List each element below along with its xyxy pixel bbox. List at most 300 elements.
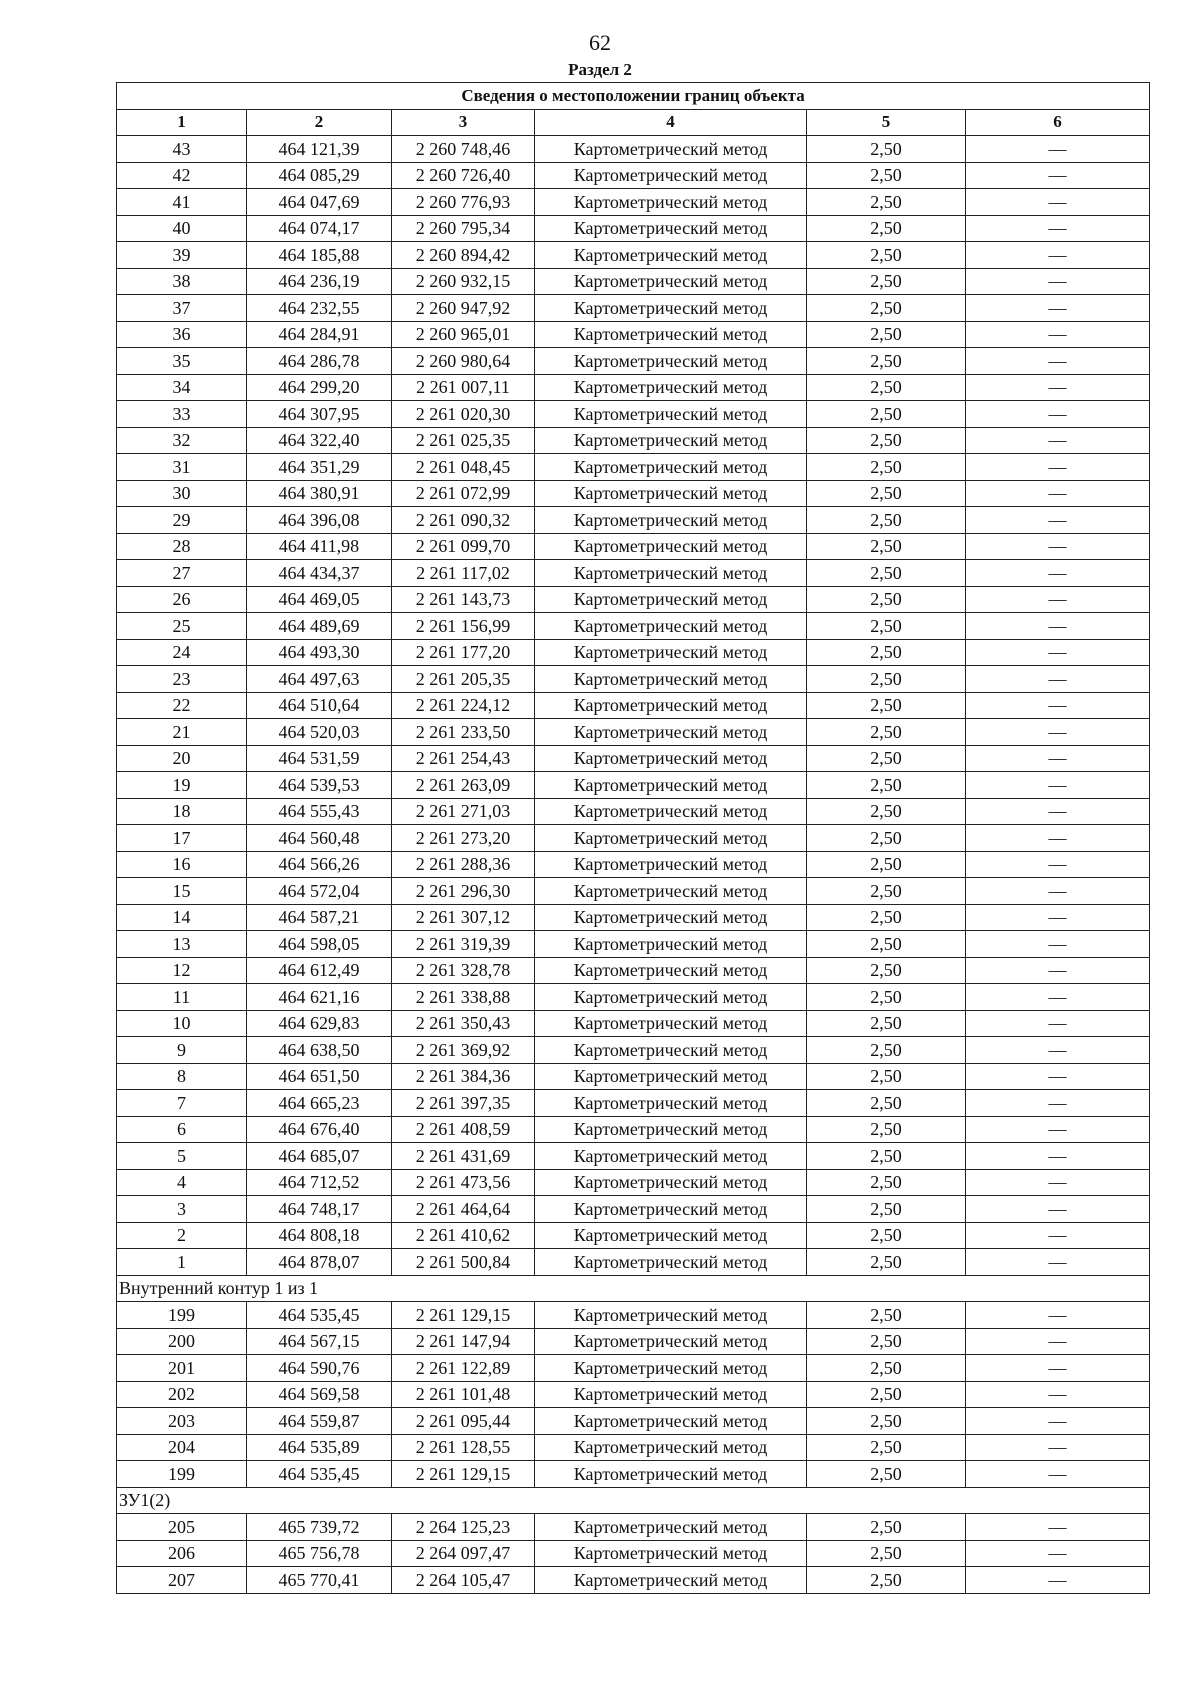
table-caption-row xyxy=(117,83,1150,110)
table-row xyxy=(117,1408,1150,1435)
table-row xyxy=(117,1355,1150,1382)
description-cell: — xyxy=(966,454,1150,481)
point-number-cell: 18 xyxy=(117,798,247,825)
method-cell: Картометрический метод xyxy=(535,586,807,613)
table-row xyxy=(117,1249,1150,1276)
description-cell: — xyxy=(966,533,1150,560)
method-cell: Картометрический метод xyxy=(535,401,807,428)
description-cell: — xyxy=(966,586,1150,613)
x-coordinate-cell: 464 236,19 xyxy=(247,268,392,295)
contour-label: Внутренний контур 1 из 1 xyxy=(117,1275,1150,1302)
contour-label: ЗУ1(2) xyxy=(117,1487,1150,1514)
x-coordinate-cell: 464 555,43 xyxy=(247,798,392,825)
table-row xyxy=(117,984,1150,1011)
point-number-cell: 43 xyxy=(117,136,247,163)
table-row xyxy=(117,1381,1150,1408)
table-row xyxy=(117,189,1150,216)
point-number-cell: 28 xyxy=(117,533,247,560)
table-row xyxy=(117,1302,1150,1329)
accuracy-cell: 2,50 xyxy=(807,1037,966,1064)
x-coordinate-cell: 464 651,50 xyxy=(247,1063,392,1090)
accuracy-cell: 2,50 xyxy=(807,825,966,852)
table-caption: Сведения о местоположении границ объекта xyxy=(117,83,1150,110)
x-coordinate-cell: 464 121,39 xyxy=(247,136,392,163)
point-number-cell: 3 xyxy=(117,1196,247,1223)
y-coordinate-cell: 2 261 007,11 xyxy=(392,374,535,401)
table-row xyxy=(117,825,1150,852)
y-coordinate-cell: 2 261 271,03 xyxy=(392,798,535,825)
description-cell: — xyxy=(966,878,1150,905)
x-coordinate-cell: 464 489,69 xyxy=(247,613,392,640)
boundary-coordinates-table xyxy=(116,82,1150,1594)
description-cell: — xyxy=(966,189,1150,216)
x-coordinate-cell: 465 770,41 xyxy=(247,1567,392,1594)
y-coordinate-cell: 2 261 147,94 xyxy=(392,1328,535,1355)
method-cell: Картометрический метод xyxy=(535,772,807,799)
description-cell: — xyxy=(966,1514,1150,1541)
y-coordinate-cell: 2 261 408,59 xyxy=(392,1116,535,1143)
accuracy-cell: 2,50 xyxy=(807,560,966,587)
method-cell: Картометрический метод xyxy=(535,1063,807,1090)
accuracy-cell: 2,50 xyxy=(807,295,966,322)
table-row xyxy=(117,1328,1150,1355)
x-coordinate-cell: 464 590,76 xyxy=(247,1355,392,1382)
table-row xyxy=(117,401,1150,428)
table-row xyxy=(117,878,1150,905)
description-cell: — xyxy=(966,825,1150,852)
table-row xyxy=(117,1037,1150,1064)
description-cell: — xyxy=(966,1116,1150,1143)
point-number-cell: 11 xyxy=(117,984,247,1011)
point-number-cell: 19 xyxy=(117,772,247,799)
method-cell: Картометрический метод xyxy=(535,427,807,454)
y-coordinate-cell: 2 261 500,84 xyxy=(392,1249,535,1276)
x-coordinate-cell: 464 286,78 xyxy=(247,348,392,375)
table-row xyxy=(117,1567,1150,1594)
description-cell: — xyxy=(966,295,1150,322)
y-coordinate-cell: 2 261 095,44 xyxy=(392,1408,535,1435)
point-number-cell: 35 xyxy=(117,348,247,375)
point-number-cell: 200 xyxy=(117,1328,247,1355)
method-cell: Картометрический метод xyxy=(535,639,807,666)
description-cell: — xyxy=(966,374,1150,401)
description-cell: — xyxy=(966,560,1150,587)
x-coordinate-cell: 464 493,30 xyxy=(247,639,392,666)
x-coordinate-cell: 464 047,69 xyxy=(247,189,392,216)
y-coordinate-cell: 2 260 748,46 xyxy=(392,136,535,163)
y-coordinate-cell: 2 261 410,62 xyxy=(392,1222,535,1249)
x-coordinate-cell: 464 497,63 xyxy=(247,666,392,693)
method-cell: Картометрический метод xyxy=(535,1381,807,1408)
method-cell: Картометрический метод xyxy=(535,1302,807,1329)
description-cell: — xyxy=(966,1355,1150,1382)
accuracy-cell: 2,50 xyxy=(807,904,966,931)
description-cell: — xyxy=(966,480,1150,507)
x-coordinate-cell: 464 469,05 xyxy=(247,586,392,613)
table-row xyxy=(117,639,1150,666)
method-cell: Картометрический метод xyxy=(535,1090,807,1117)
x-coordinate-cell: 464 569,58 xyxy=(247,1381,392,1408)
y-coordinate-cell: 2 260 776,93 xyxy=(392,189,535,216)
accuracy-cell: 2,50 xyxy=(807,1169,966,1196)
accuracy-cell: 2,50 xyxy=(807,1196,966,1223)
table-row xyxy=(117,215,1150,242)
table-row xyxy=(117,136,1150,163)
table-row xyxy=(117,268,1150,295)
point-number-cell: 2 xyxy=(117,1222,247,1249)
accuracy-cell: 2,50 xyxy=(807,1434,966,1461)
y-coordinate-cell: 2 261 254,43 xyxy=(392,745,535,772)
x-coordinate-cell: 464 411,98 xyxy=(247,533,392,560)
table-row xyxy=(117,613,1150,640)
point-number-cell: 34 xyxy=(117,374,247,401)
y-coordinate-cell: 2 261 099,70 xyxy=(392,533,535,560)
x-coordinate-cell: 464 351,29 xyxy=(247,454,392,481)
accuracy-cell: 2,50 xyxy=(807,1381,966,1408)
method-cell: Картометрический метод xyxy=(535,454,807,481)
method-cell: Картометрический метод xyxy=(535,162,807,189)
accuracy-cell: 2,50 xyxy=(807,1408,966,1435)
point-number-cell: 5 xyxy=(117,1143,247,1170)
table-row xyxy=(117,586,1150,613)
description-cell: — xyxy=(966,1381,1150,1408)
accuracy-cell: 2,50 xyxy=(807,374,966,401)
y-coordinate-cell: 2 264 125,23 xyxy=(392,1514,535,1541)
accuracy-cell: 2,50 xyxy=(807,639,966,666)
point-number-cell: 1 xyxy=(117,1249,247,1276)
accuracy-cell: 2,50 xyxy=(807,1567,966,1594)
accuracy-cell: 2,50 xyxy=(807,613,966,640)
method-cell: Картометрический метод xyxy=(535,348,807,375)
x-coordinate-cell: 464 085,29 xyxy=(247,162,392,189)
description-cell: — xyxy=(966,1461,1150,1488)
method-cell: Картометрический метод xyxy=(535,1567,807,1594)
point-number-cell: 206 xyxy=(117,1540,247,1567)
point-number-cell: 204 xyxy=(117,1434,247,1461)
description-cell: — xyxy=(966,162,1150,189)
table-row xyxy=(117,162,1150,189)
point-number-cell: 17 xyxy=(117,825,247,852)
accuracy-cell: 2,50 xyxy=(807,162,966,189)
y-coordinate-cell: 2 261 397,35 xyxy=(392,1090,535,1117)
x-coordinate-cell: 464 878,07 xyxy=(247,1249,392,1276)
accuracy-cell: 2,50 xyxy=(807,268,966,295)
table-row xyxy=(117,798,1150,825)
accuracy-cell: 2,50 xyxy=(807,931,966,958)
description-cell: — xyxy=(966,931,1150,958)
accuracy-cell: 2,50 xyxy=(807,242,966,269)
point-number-cell: 207 xyxy=(117,1567,247,1594)
contour-label-row xyxy=(117,1487,1150,1514)
x-coordinate-cell: 465 739,72 xyxy=(247,1514,392,1541)
method-cell: Картометрический метод xyxy=(535,666,807,693)
description-cell: — xyxy=(966,1196,1150,1223)
method-cell: Картометрический метод xyxy=(535,904,807,931)
point-number-cell: 24 xyxy=(117,639,247,666)
table-row xyxy=(117,1540,1150,1567)
table-body xyxy=(117,136,1150,1594)
point-number-cell: 16 xyxy=(117,851,247,878)
table-row xyxy=(117,1010,1150,1037)
accuracy-cell: 2,50 xyxy=(807,136,966,163)
table-row xyxy=(117,321,1150,348)
point-number-cell: 29 xyxy=(117,507,247,534)
method-cell: Картометрический метод xyxy=(535,957,807,984)
point-number-cell: 199 xyxy=(117,1461,247,1488)
y-coordinate-cell: 2 261 129,15 xyxy=(392,1461,535,1488)
y-coordinate-cell: 2 260 894,42 xyxy=(392,242,535,269)
x-coordinate-cell: 464 322,40 xyxy=(247,427,392,454)
x-coordinate-cell: 464 535,89 xyxy=(247,1434,392,1461)
y-coordinate-cell: 2 260 947,92 xyxy=(392,295,535,322)
description-cell: — xyxy=(966,507,1150,534)
method-cell: Картометрический метод xyxy=(535,798,807,825)
y-coordinate-cell: 2 261 205,35 xyxy=(392,666,535,693)
description-cell: — xyxy=(966,613,1150,640)
x-coordinate-cell: 464 685,07 xyxy=(247,1143,392,1170)
accuracy-cell: 2,50 xyxy=(807,851,966,878)
point-number-cell: 6 xyxy=(117,1116,247,1143)
accuracy-cell: 2,50 xyxy=(807,1116,966,1143)
accuracy-cell: 2,50 xyxy=(807,719,966,746)
table-row xyxy=(117,1169,1150,1196)
accuracy-cell: 2,50 xyxy=(807,957,966,984)
description-cell: — xyxy=(966,136,1150,163)
y-coordinate-cell: 2 261 143,73 xyxy=(392,586,535,613)
description-cell: — xyxy=(966,1249,1150,1276)
accuracy-cell: 2,50 xyxy=(807,533,966,560)
accuracy-cell: 2,50 xyxy=(807,215,966,242)
method-cell: Картометрический метод xyxy=(535,268,807,295)
point-number-cell: 4 xyxy=(117,1169,247,1196)
method-cell: Картометрический метод xyxy=(535,1037,807,1064)
y-coordinate-cell: 2 261 338,88 xyxy=(392,984,535,1011)
x-coordinate-cell: 464 539,53 xyxy=(247,772,392,799)
column-number-header: 2 xyxy=(247,109,392,136)
table-row xyxy=(117,772,1150,799)
description-cell: — xyxy=(966,745,1150,772)
method-cell: Картометрический метод xyxy=(535,1143,807,1170)
accuracy-cell: 2,50 xyxy=(807,798,966,825)
description-cell: — xyxy=(966,321,1150,348)
method-cell: Картометрический метод xyxy=(535,374,807,401)
column-number-header: 1 xyxy=(117,109,247,136)
table-row xyxy=(117,904,1150,931)
method-cell: Картометрический метод xyxy=(535,1222,807,1249)
method-cell: Картометрический метод xyxy=(535,242,807,269)
accuracy-cell: 2,50 xyxy=(807,189,966,216)
accuracy-cell: 2,50 xyxy=(807,692,966,719)
method-cell: Картометрический метод xyxy=(535,215,807,242)
accuracy-cell: 2,50 xyxy=(807,1540,966,1567)
description-cell: — xyxy=(966,427,1150,454)
table-row xyxy=(117,242,1150,269)
x-coordinate-cell: 464 629,83 xyxy=(247,1010,392,1037)
method-cell: Картометрический метод xyxy=(535,136,807,163)
point-number-cell: 201 xyxy=(117,1355,247,1382)
description-cell: — xyxy=(966,1010,1150,1037)
y-coordinate-cell: 2 261 350,43 xyxy=(392,1010,535,1037)
description-cell: — xyxy=(966,1143,1150,1170)
x-coordinate-cell: 464 380,91 xyxy=(247,480,392,507)
table-row xyxy=(117,692,1150,719)
method-cell: Картометрический метод xyxy=(535,1408,807,1435)
y-coordinate-cell: 2 261 473,56 xyxy=(392,1169,535,1196)
method-cell: Картометрический метод xyxy=(535,1116,807,1143)
x-coordinate-cell: 464 560,48 xyxy=(247,825,392,852)
point-number-cell: 13 xyxy=(117,931,247,958)
y-coordinate-cell: 2 261 307,12 xyxy=(392,904,535,931)
description-cell: — xyxy=(966,1540,1150,1567)
point-number-cell: 31 xyxy=(117,454,247,481)
method-cell: Картометрический метод xyxy=(535,1010,807,1037)
y-coordinate-cell: 2 261 431,69 xyxy=(392,1143,535,1170)
table-row xyxy=(117,374,1150,401)
description-cell: — xyxy=(966,772,1150,799)
method-cell: Картометрический метод xyxy=(535,851,807,878)
y-coordinate-cell: 2 261 384,36 xyxy=(392,1063,535,1090)
point-number-cell: 40 xyxy=(117,215,247,242)
table-row xyxy=(117,507,1150,534)
x-coordinate-cell: 464 559,87 xyxy=(247,1408,392,1435)
x-coordinate-cell: 464 587,21 xyxy=(247,904,392,931)
table-row xyxy=(117,931,1150,958)
table-row xyxy=(117,1090,1150,1117)
description-cell: — xyxy=(966,1063,1150,1090)
method-cell: Картометрический метод xyxy=(535,1249,807,1276)
method-cell: Картометрический метод xyxy=(535,321,807,348)
description-cell: — xyxy=(966,851,1150,878)
y-coordinate-cell: 2 261 025,35 xyxy=(392,427,535,454)
point-number-cell: 25 xyxy=(117,613,247,640)
description-cell: — xyxy=(966,401,1150,428)
description-cell: — xyxy=(966,692,1150,719)
description-cell: — xyxy=(966,904,1150,931)
accuracy-cell: 2,50 xyxy=(807,401,966,428)
y-coordinate-cell: 2 261 101,48 xyxy=(392,1381,535,1408)
accuracy-cell: 2,50 xyxy=(807,1328,966,1355)
method-cell: Картометрический метод xyxy=(535,189,807,216)
point-number-cell: 38 xyxy=(117,268,247,295)
point-number-cell: 7 xyxy=(117,1090,247,1117)
accuracy-cell: 2,50 xyxy=(807,772,966,799)
y-coordinate-cell: 2 260 726,40 xyxy=(392,162,535,189)
point-number-cell: 205 xyxy=(117,1514,247,1541)
y-coordinate-cell: 2 264 097,47 xyxy=(392,1540,535,1567)
section-title: Раздел 2 xyxy=(568,60,632,79)
method-cell: Картометрический метод xyxy=(535,613,807,640)
method-cell: Картометрический метод xyxy=(535,931,807,958)
x-coordinate-cell: 464 567,15 xyxy=(247,1328,392,1355)
x-coordinate-cell: 464 232,55 xyxy=(247,295,392,322)
description-cell: — xyxy=(966,1302,1150,1329)
y-coordinate-cell: 2 261 328,78 xyxy=(392,957,535,984)
x-coordinate-cell: 464 598,05 xyxy=(247,931,392,958)
method-cell: Картометрический метод xyxy=(535,480,807,507)
x-coordinate-cell: 464 676,40 xyxy=(247,1116,392,1143)
y-coordinate-cell: 2 261 263,09 xyxy=(392,772,535,799)
accuracy-cell: 2,50 xyxy=(807,480,966,507)
x-coordinate-cell: 464 520,03 xyxy=(247,719,392,746)
point-number-cell: 8 xyxy=(117,1063,247,1090)
y-coordinate-cell: 2 260 965,01 xyxy=(392,321,535,348)
description-cell: — xyxy=(966,639,1150,666)
table-row xyxy=(117,666,1150,693)
y-coordinate-cell: 2 261 156,99 xyxy=(392,613,535,640)
method-cell: Картометрический метод xyxy=(535,1196,807,1223)
description-cell: — xyxy=(966,1434,1150,1461)
point-number-cell: 39 xyxy=(117,242,247,269)
accuracy-cell: 2,50 xyxy=(807,348,966,375)
x-coordinate-cell: 464 638,50 xyxy=(247,1037,392,1064)
method-cell: Картометрический метод xyxy=(535,984,807,1011)
method-cell: Картометрический метод xyxy=(535,692,807,719)
method-cell: Картометрический метод xyxy=(535,825,807,852)
point-number-cell: 41 xyxy=(117,189,247,216)
table-row xyxy=(117,454,1150,481)
x-coordinate-cell: 464 535,45 xyxy=(247,1302,392,1329)
x-coordinate-cell: 464 665,23 xyxy=(247,1090,392,1117)
accuracy-cell: 2,50 xyxy=(807,1514,966,1541)
point-number-cell: 199 xyxy=(117,1302,247,1329)
y-coordinate-cell: 2 261 296,30 xyxy=(392,878,535,905)
table-row xyxy=(117,1116,1150,1143)
method-cell: Картометрический метод xyxy=(535,507,807,534)
table-row xyxy=(117,745,1150,772)
method-cell: Картометрический метод xyxy=(535,1355,807,1382)
y-coordinate-cell: 2 260 980,64 xyxy=(392,348,535,375)
y-coordinate-cell: 2 261 117,02 xyxy=(392,560,535,587)
accuracy-cell: 2,50 xyxy=(807,745,966,772)
point-number-cell: 203 xyxy=(117,1408,247,1435)
x-coordinate-cell: 464 535,45 xyxy=(247,1461,392,1488)
column-number-header: 6 xyxy=(966,109,1150,136)
x-coordinate-cell: 464 621,16 xyxy=(247,984,392,1011)
column-number-header: 4 xyxy=(535,109,807,136)
x-coordinate-cell: 464 572,04 xyxy=(247,878,392,905)
x-coordinate-cell: 464 307,95 xyxy=(247,401,392,428)
table-row xyxy=(117,348,1150,375)
table-row xyxy=(117,1143,1150,1170)
point-number-cell: 30 xyxy=(117,480,247,507)
accuracy-cell: 2,50 xyxy=(807,454,966,481)
accuracy-cell: 2,50 xyxy=(807,1222,966,1249)
x-coordinate-cell: 464 074,17 xyxy=(247,215,392,242)
accuracy-cell: 2,50 xyxy=(807,1249,966,1276)
point-number-cell: 21 xyxy=(117,719,247,746)
table-row xyxy=(117,1196,1150,1223)
accuracy-cell: 2,50 xyxy=(807,666,966,693)
method-cell: Картометрический метод xyxy=(535,1434,807,1461)
method-cell: Картометрический метод xyxy=(535,560,807,587)
accuracy-cell: 2,50 xyxy=(807,1302,966,1329)
accuracy-cell: 2,50 xyxy=(807,507,966,534)
point-number-cell: 36 xyxy=(117,321,247,348)
description-cell: — xyxy=(966,348,1150,375)
x-coordinate-cell: 464 434,37 xyxy=(247,560,392,587)
contour-label-row xyxy=(117,1275,1150,1302)
x-coordinate-cell: 464 531,59 xyxy=(247,745,392,772)
table-row xyxy=(117,1063,1150,1090)
x-coordinate-cell: 464 748,17 xyxy=(247,1196,392,1223)
column-number-header: 3 xyxy=(392,109,535,136)
description-cell: — xyxy=(966,215,1150,242)
x-coordinate-cell: 464 612,49 xyxy=(247,957,392,984)
table-row xyxy=(117,851,1150,878)
accuracy-cell: 2,50 xyxy=(807,321,966,348)
accuracy-cell: 2,50 xyxy=(807,1010,966,1037)
table-row xyxy=(117,1222,1150,1249)
